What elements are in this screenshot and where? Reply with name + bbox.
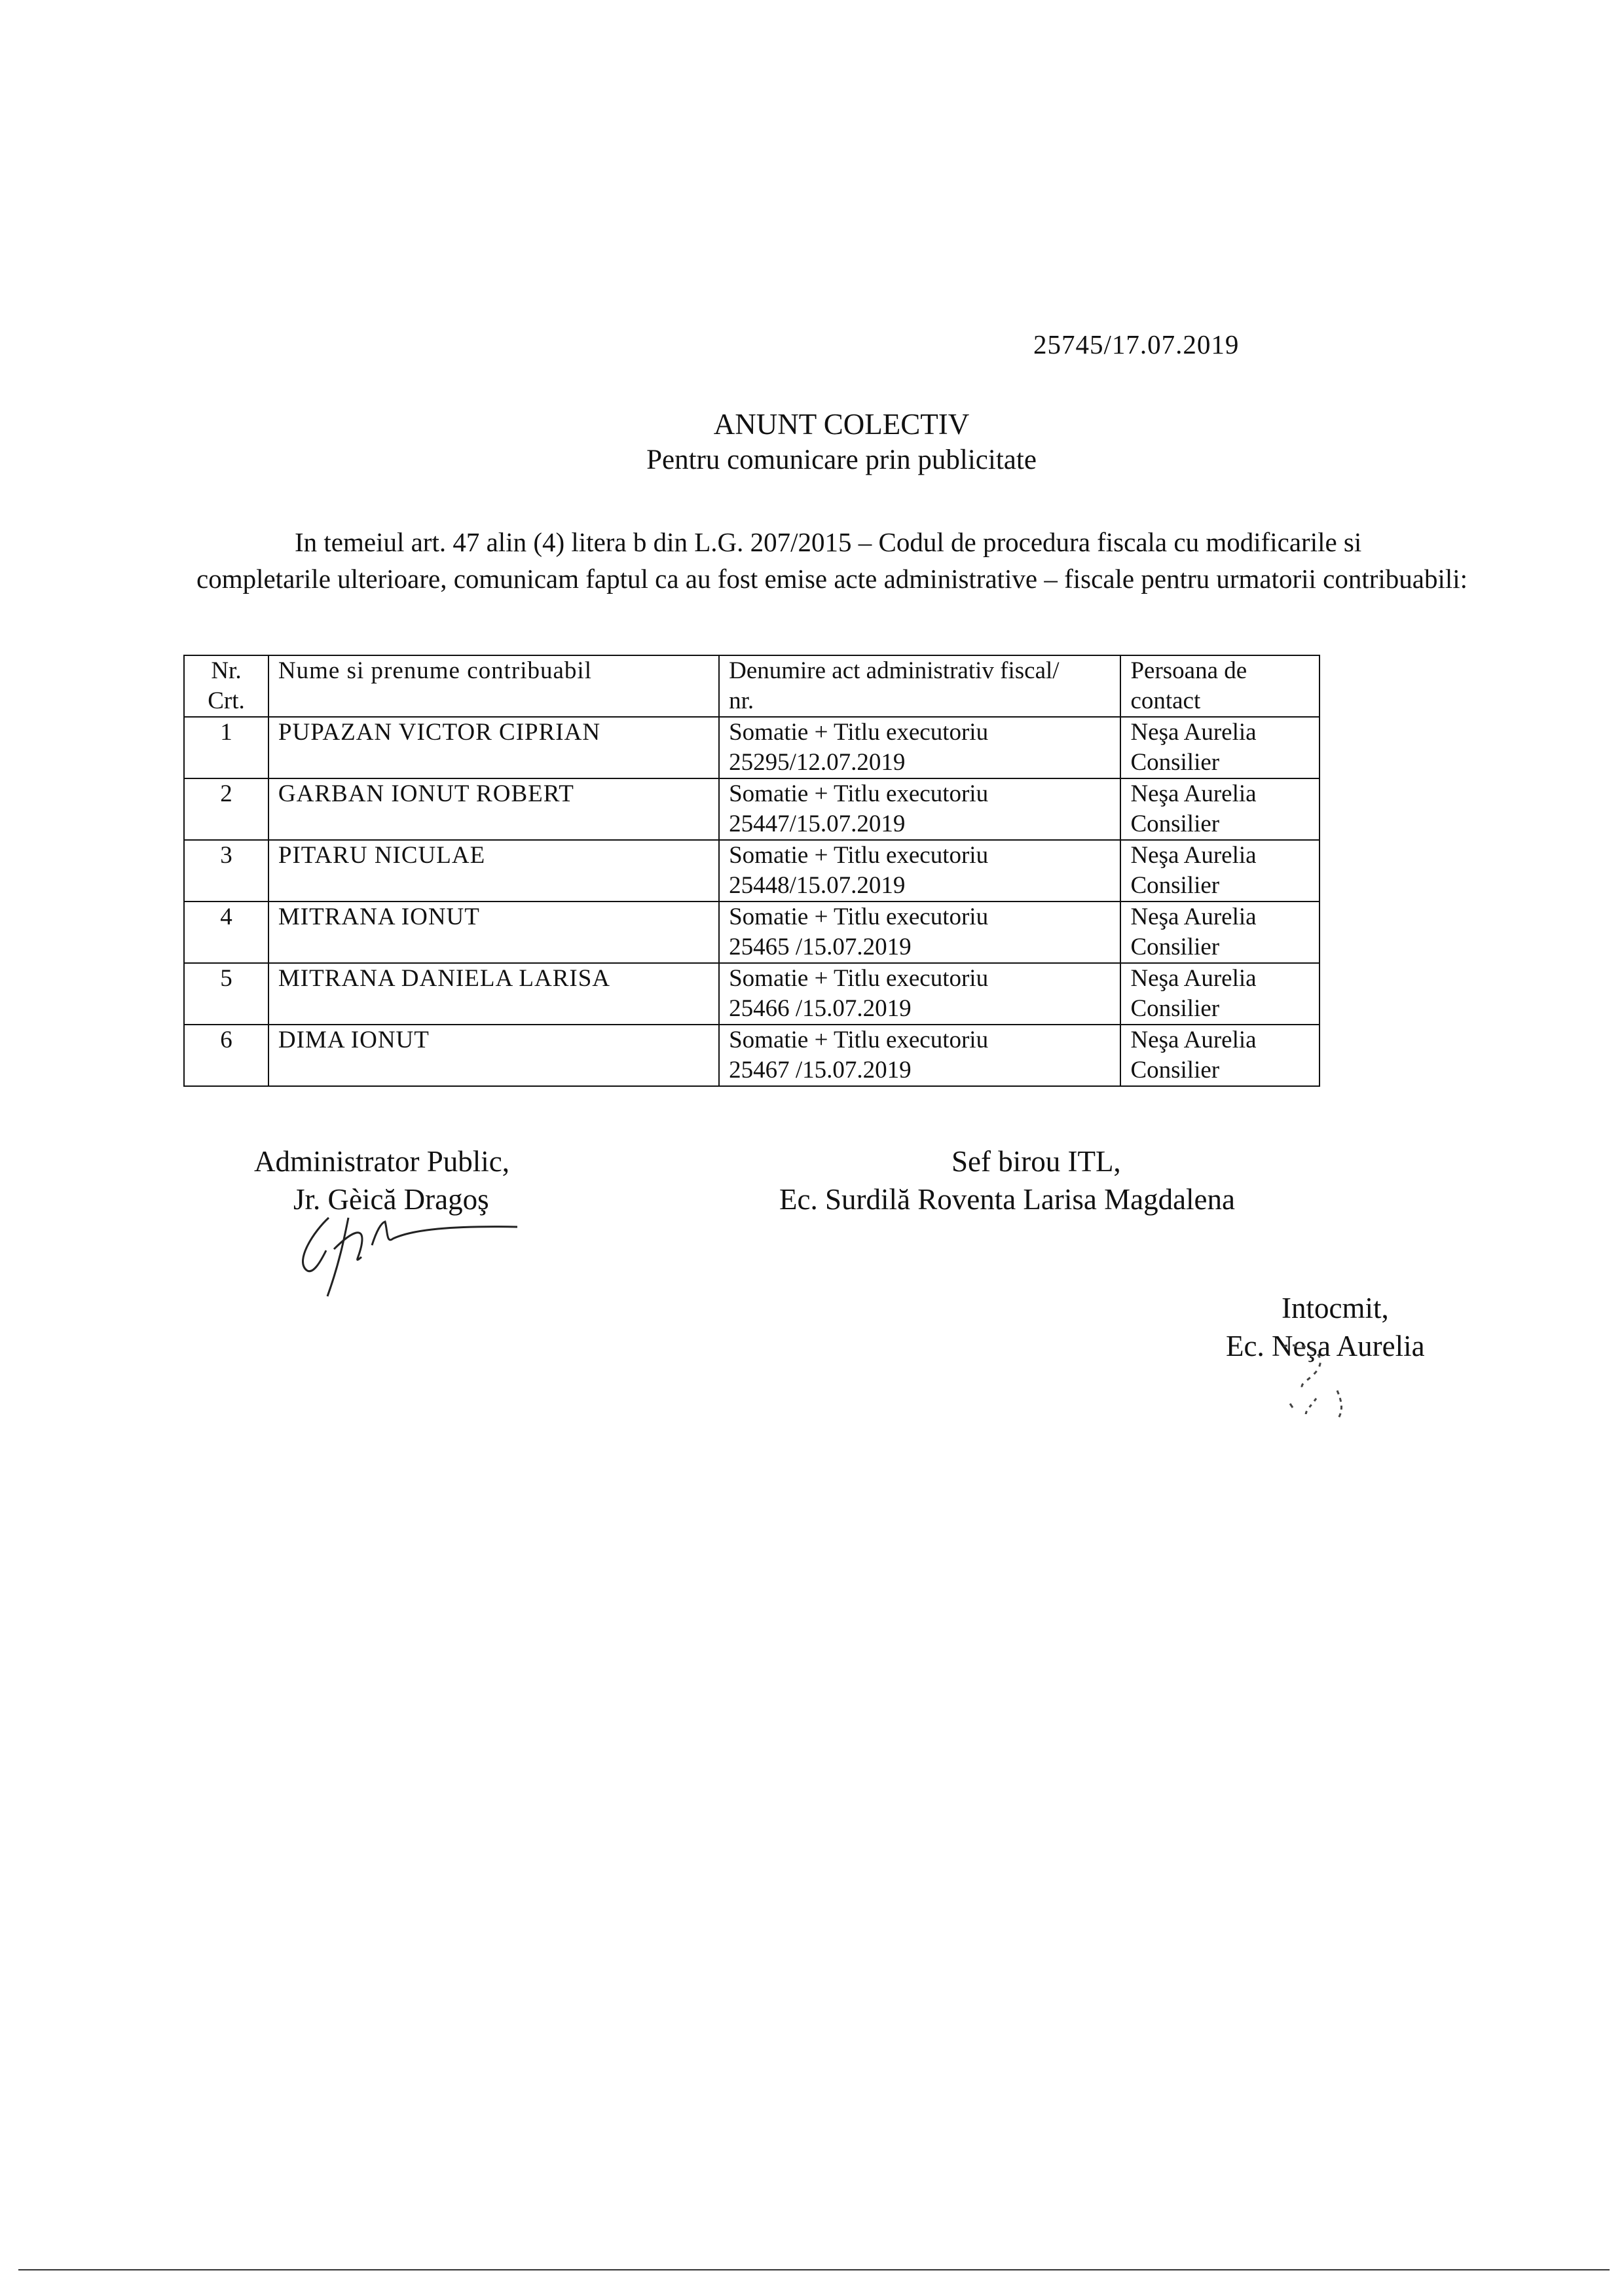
row-person: [1120, 963, 1320, 1025]
table-row: [184, 902, 1320, 963]
row-nr: 6: [184, 1025, 268, 1086]
header-act-line1: Denumire act administrativ fiscal/: [729, 657, 1060, 684]
row-name: MITRANA IONUT: [268, 902, 719, 963]
row-person: [1120, 840, 1320, 902]
row-name: GARBAN IONUT ROBERT: [268, 778, 719, 840]
admin-name: Jr. Gèică Dragoş: [293, 1183, 489, 1216]
header-person: [1120, 655, 1320, 717]
header-person-line1: Persoana de: [1130, 657, 1247, 684]
row-act-type: Somatie + Titlu executoriu: [729, 903, 989, 930]
row-name: DIMA IONUT: [268, 1025, 719, 1086]
row-act-number: 25295/12.07.2019: [729, 749, 906, 776]
row-person-role: Consilier: [1130, 749, 1220, 776]
row-act-number: 25465 /15.07.2019: [729, 934, 912, 960]
row-nr: 4: [184, 902, 268, 963]
row-nr: 3: [184, 840, 268, 902]
row-act-type: Somatie + Titlu executoriu: [729, 719, 989, 746]
header-act: [719, 655, 1120, 717]
row-act-number: 25448/15.07.2019: [729, 872, 906, 899]
table-row: [184, 778, 1320, 840]
row-person: [1120, 717, 1320, 778]
footer-divider: [18, 2269, 1610, 2270]
row-nr: 5: [184, 963, 268, 1025]
header-nr-line1: Nr.: [211, 657, 242, 684]
row-person-name: Neşa Aurelia: [1130, 842, 1257, 869]
row-act-number: 25447/15.07.2019: [729, 811, 906, 837]
row-person-role: Consilier: [1130, 872, 1220, 899]
document-subtitle: Pentru comunicare prin publicitate: [646, 445, 1037, 475]
row-act: [719, 778, 1120, 840]
intocmit-name: Ec. Neşa Aurelia: [1226, 1330, 1425, 1362]
row-act: [719, 1025, 1120, 1086]
intocmit-role: Intocmit,: [1282, 1292, 1389, 1324]
table-row: [184, 717, 1320, 778]
row-name: MITRANA DANIELA LARISA: [268, 963, 719, 1025]
row-nr: 2: [184, 778, 268, 840]
row-person-name: Neşa Aurelia: [1130, 719, 1257, 746]
table-header-row: [184, 655, 1320, 717]
row-person: [1120, 902, 1320, 963]
row-act: [719, 963, 1120, 1025]
row-act-number: 25466 /15.07.2019: [729, 995, 912, 1022]
table-row: [184, 963, 1320, 1025]
document-title: ANUNT COLECTIV: [713, 408, 970, 441]
row-person-role: Consilier: [1130, 1057, 1220, 1084]
row-act-type: Somatie + Titlu executoriu: [729, 965, 989, 992]
header-nr-crt: [184, 655, 268, 717]
table-row: [184, 1025, 1320, 1086]
row-person-name: Neşa Aurelia: [1130, 1027, 1257, 1053]
acts-table: [183, 655, 1320, 1087]
row-act-type: Somatie + Titlu executoriu: [729, 842, 989, 869]
row-act-number: 25467 /15.07.2019: [729, 1057, 912, 1084]
intro-paragraph: [196, 524, 1611, 597]
intro-line-1: In temeiul art. 47 alin (4) litera b din L.G. 207/2015 – Codul de procedura fiscala cu modificarile si: [295, 527, 1362, 557]
document-number: 25745/17.07.2019: [1033, 329, 1240, 359]
header-name: [268, 655, 719, 717]
header-name-text: Nume si prenume contribuabil: [278, 657, 592, 684]
intro-line-2: completarile ulterioare, comunicam faptul ca au fost emise acte administrative – fiscale pentru urmatorii contribuabili:: [196, 564, 1468, 594]
row-person-name: Neşa Aurelia: [1130, 903, 1257, 930]
itl-name: Ec. Surdilă Roventa Larisa Magdalena: [779, 1183, 1236, 1216]
row-act-type: Somatie + Titlu executoriu: [729, 1027, 989, 1053]
itl-role: Sef birou ITL,: [951, 1145, 1121, 1178]
row-person-name: Neşa Aurelia: [1130, 965, 1257, 992]
header-person-line2: contact: [1130, 687, 1201, 714]
row-nr: 1: [184, 717, 268, 778]
row-name: PITARU NICULAE: [268, 840, 719, 902]
row-person-name: Neşa Aurelia: [1130, 780, 1257, 807]
row-person: [1120, 1025, 1320, 1086]
row-act-type: Somatie + Titlu executoriu: [729, 780, 989, 807]
admin-role: Administrator Public,: [254, 1145, 509, 1178]
header-nr-line2: Crt.: [208, 687, 245, 714]
row-act: [719, 840, 1120, 902]
row-act: [719, 717, 1120, 778]
row-person: [1120, 778, 1320, 840]
table-row: [184, 840, 1320, 902]
row-person-role: Consilier: [1130, 811, 1220, 837]
header-act-line2: nr.: [729, 687, 754, 714]
row-act: [719, 902, 1120, 963]
row-person-role: Consilier: [1130, 934, 1220, 960]
row-name: PUPAZAN VICTOR CIPRIAN: [268, 717, 719, 778]
row-person-role: Consilier: [1130, 995, 1220, 1022]
